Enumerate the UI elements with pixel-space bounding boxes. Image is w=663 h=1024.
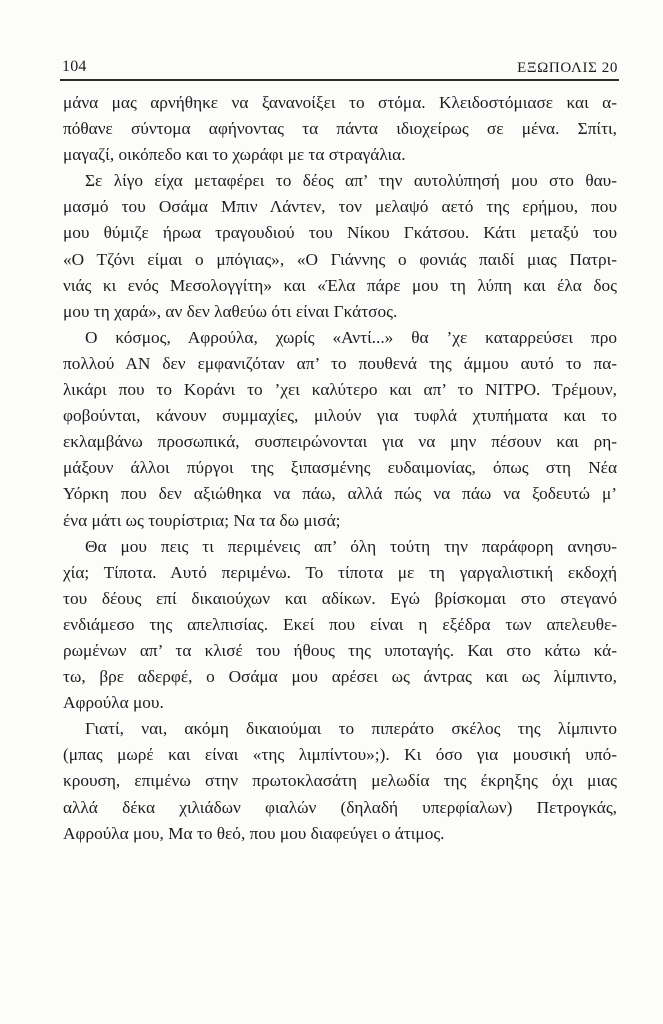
text-line: ρωμένων απ’ τα κλισέ του ήθους της υποταγής. Και στο κάτω κά- xyxy=(63,640,617,660)
text-line: Θα μου πεις τι περιμένεις απ’ όλη τούτη την παράφορη ανησυ- xyxy=(85,536,617,556)
text-line: Ο κόσμος, Αφρούλα, χωρίς «Αντί...» θα ’χε καταρρεύσει προ xyxy=(85,327,617,347)
text-line: μου θύμιζε ήρωα τραγουδιού του Νίκου Γκάτσου. Κάτι μεταξύ του xyxy=(63,223,617,243)
paragraph-2 xyxy=(63,168,617,325)
text-line: Αφρούλα μου, Μα το θεό, που μου διαφεύγει ο άτιμος. xyxy=(63,823,445,843)
text-line: μάξουν άλλοι πύργοι της ξιπασμένης ευδαιμονίας, όπως στη Νέα xyxy=(63,458,617,478)
text-line: φοβούνται, κάνουν συμμαχίες, μιλούν για τυφλά χτυπήματα και το xyxy=(63,406,617,426)
text-line: μασμό του Οσάμα Μπιν Λάντεν, τον μελαψό αετό της ερήμου, που xyxy=(63,197,617,217)
text-line: πόθανε σύντομα αφήνοντας τα πάντα ιδιοχείρως σε μένα. Σπίτι, xyxy=(63,119,617,139)
text-line: του δέους επί δικαιούχων και αδίκων. Εγώ βρίσκομαι στο στεγανό xyxy=(63,588,617,608)
body-text xyxy=(63,90,617,847)
paragraph-1 xyxy=(63,90,617,168)
text-line: νιάς κι ενός Μεσολογγίτη» και «Έλα πάρε μου τη λύπη και έλα δος xyxy=(63,275,617,295)
page-number: 104 xyxy=(62,58,87,75)
text-line: Σε λίγο είχα μεταφέρει το δέος απ’ την αυτολύπησή μου στο θαυ- xyxy=(85,171,617,191)
text-line: κρουση, επιμένω στην πρωτοκλασάτη μελωδία της έκρηξης όχι μιας xyxy=(63,771,617,791)
text-line: ένα μάτι ως τουρίστρια; Να τα δω μισά; xyxy=(63,510,341,530)
paragraph-4 xyxy=(63,534,617,717)
text-line: χία; Τίποτα. Αυτό περιμένω. Το τίποτα με τη γαργαλιστική εκδοχή xyxy=(63,562,617,582)
text-line: αλλά δέκα χιλιάδων φιαλών (δηλαδή υπερφίαλων) Πετρογκάς, xyxy=(63,797,617,817)
running-head: ΕΞΩΠΟΛΙΣ 20 xyxy=(517,60,618,76)
text-line: μου τη χαρά», αν δεν λαθεύω ότι είναι Γκάτσος. xyxy=(63,301,398,321)
text-line: εκλαμβάνω προσωπικά, συσπειρώνονται για να μην πέσουν και ρη- xyxy=(63,432,617,452)
text-line: μαγαζί, οικόπεδο και το χωράφι με τα στραγάλια. xyxy=(63,145,406,165)
text-line: Υόρκη που δεν αξιώθηκα να πάω, αλλά πώς να πάω να ξοδευτώ μ’ xyxy=(63,484,617,504)
text-line: ενδιάμεσο της απελπισίας. Εκεί που είναι η εξέδρα των απελευθε- xyxy=(63,614,617,634)
paragraph-5 xyxy=(63,716,617,846)
text-line: τω, βρε αδερφέ, ο Οσάμα μου αρέσει ως άντρας και ως λίμπιντο, xyxy=(63,667,617,687)
text-line: «Ο Τζόνι είμαι ο μπόγιας», «Ο Γιάννης ο φονιάς παιδί μιας Πατρι- xyxy=(63,249,617,269)
header-rule xyxy=(60,79,619,81)
page-header xyxy=(62,58,618,80)
text-line: μάνα μας αρνήθηκε να ξανανοίξει το στόμα. Κλειδοστόμιασε και α- xyxy=(63,93,617,112)
text-line: Γιατί, ναι, ακόμη δικαιούμαι το πιπεράτο σκέλος της λίμπιντο xyxy=(85,719,617,739)
text-line: λικάρι που το Κοράνι το ’χει καλύτερο και απ’ το ΝΙΤΡΟ. Τρέμουν, xyxy=(63,380,617,400)
text-line: (μπας μωρέ και είναι «της λιμπίντου»;). Κι όσο για μουσική υπό- xyxy=(63,745,617,765)
text-line: πολλού ΑΝ δεν εμφανιζόταν απ’ το πουθενά της άμμου αυτό το πα- xyxy=(63,353,617,373)
text-line: Αφρούλα μου. xyxy=(63,693,164,713)
paragraph-3 xyxy=(63,325,617,534)
